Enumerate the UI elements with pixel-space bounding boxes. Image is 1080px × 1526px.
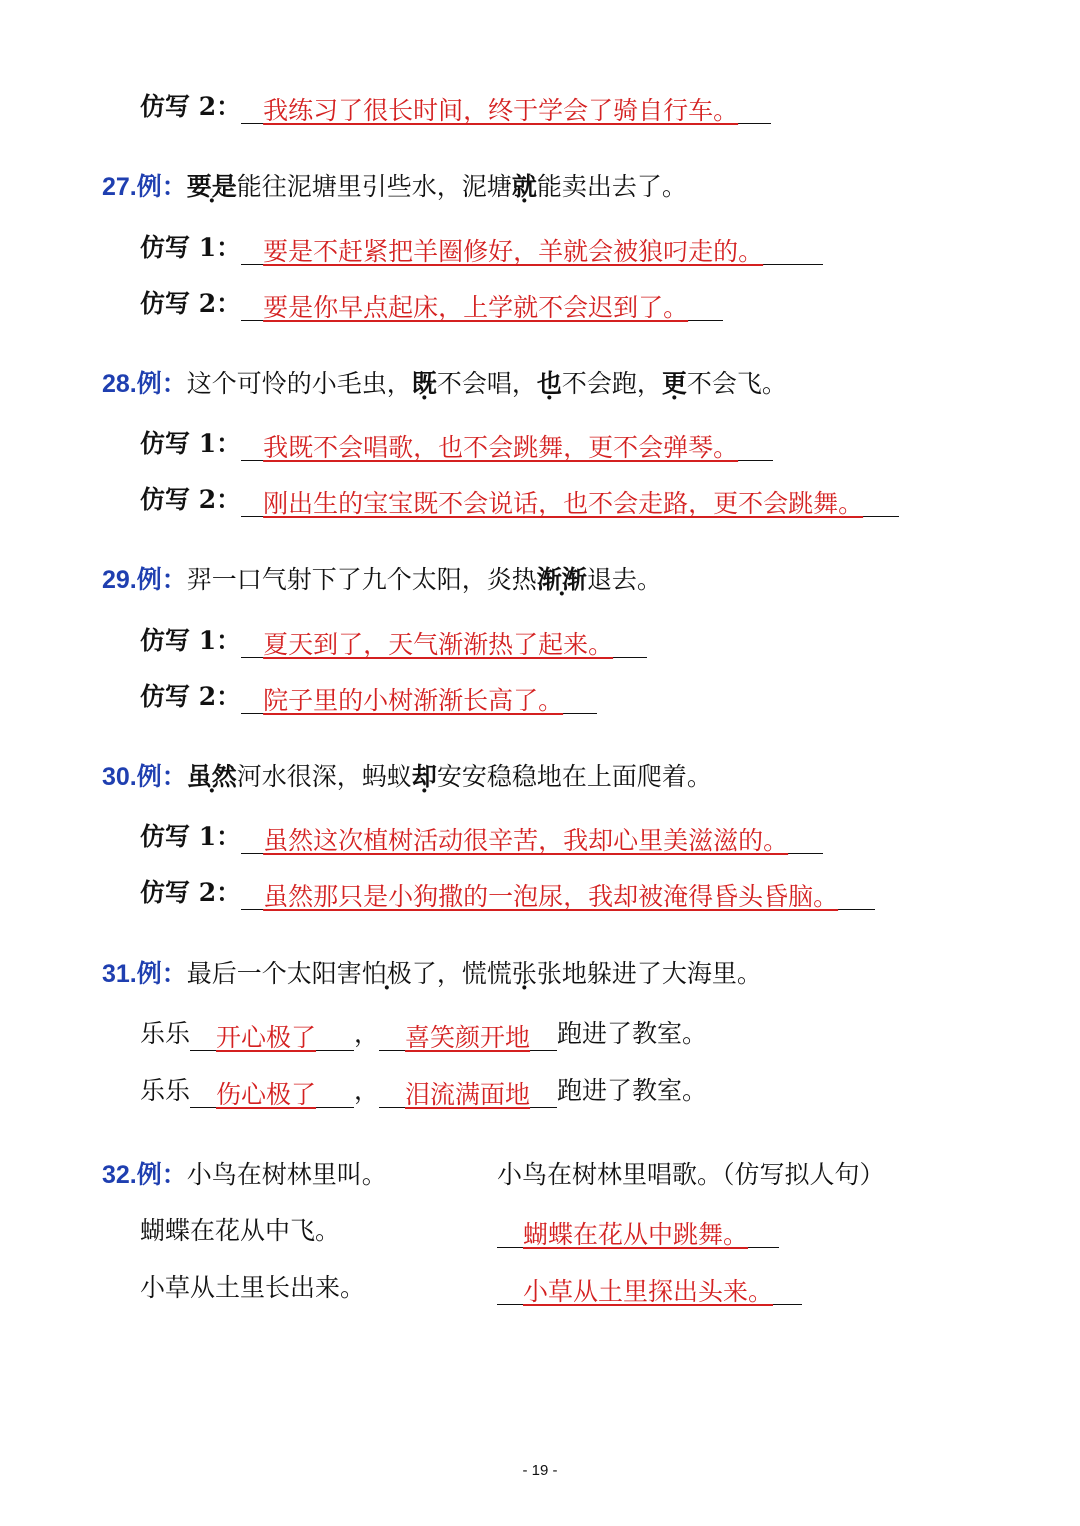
answer-text: 泪流满面地 bbox=[405, 1080, 531, 1109]
answer-blank[interactable] bbox=[241, 824, 823, 854]
item-number: 30. bbox=[102, 763, 137, 791]
imitation-label: 仿写 1： bbox=[140, 626, 242, 655]
answer-blank[interactable] bbox=[379, 1078, 557, 1108]
imitation-label: 仿写 1： bbox=[140, 822, 242, 851]
keyword: 更 bbox=[661, 369, 687, 398]
imitation-label: 仿写 1： bbox=[140, 233, 242, 262]
imitation-label: 仿写 2： bbox=[140, 92, 242, 121]
answer-text: 我练习了很长时间，终于学会了骑自行车。 bbox=[263, 96, 739, 125]
answer-blank[interactable] bbox=[241, 235, 823, 265]
answer-text: 要是你早点起床，上学就不会迟到了。 bbox=[263, 293, 689, 322]
keyword: 要是 bbox=[186, 172, 237, 201]
example-label: 例： bbox=[136, 1160, 187, 1189]
comma: ， bbox=[354, 1076, 380, 1105]
example-label: 例： bbox=[136, 369, 187, 398]
answer-blank[interactable] bbox=[379, 1021, 557, 1051]
answer-text: 小草从土里探出头来。 bbox=[523, 1277, 774, 1306]
item-30-imitation-2 bbox=[140, 876, 875, 910]
example-text: 能卖出去了。 bbox=[536, 172, 687, 201]
answer-text: 刚出生的宝宝既不会说话，也不会走路，更不会跳舞。 bbox=[263, 489, 864, 518]
example-label: 例： bbox=[136, 762, 187, 791]
example-text: 躲进了大海里。 bbox=[586, 959, 762, 988]
item-32-answer-2 bbox=[497, 1271, 802, 1305]
answer-text: 蝴蝶在花从中跳舞。 bbox=[523, 1220, 749, 1249]
answer-blank[interactable] bbox=[241, 94, 771, 124]
example-text: 不会跑， bbox=[561, 369, 662, 398]
example-label: 例： bbox=[136, 172, 187, 201]
item-32-answer-1 bbox=[497, 1214, 779, 1248]
answer-blank[interactable] bbox=[241, 880, 875, 910]
item-32-question-2 bbox=[140, 1271, 365, 1305]
item-32-example-right bbox=[497, 1158, 885, 1192]
item-29-imitation-1 bbox=[140, 624, 647, 658]
answer-blank[interactable] bbox=[241, 684, 597, 714]
sentence-prefix: 乐乐 bbox=[140, 1076, 191, 1105]
item-number: 31. bbox=[102, 960, 137, 988]
imitation-label: 仿写 1： bbox=[140, 429, 242, 458]
example-text: 河水很深，蚂蚁 bbox=[236, 762, 412, 791]
keyword: 也 bbox=[536, 369, 562, 398]
sentence-suffix: 跑进了教室。 bbox=[557, 1019, 708, 1048]
item-29-example bbox=[102, 563, 662, 597]
comma: ， bbox=[354, 1019, 380, 1048]
example-label: 例： bbox=[136, 565, 187, 594]
answer-text: 虽然那只是小狗撒的一泡尿，我却被淹得昏头昏脑。 bbox=[263, 882, 839, 911]
example-label: 例： bbox=[136, 959, 187, 988]
dotted-phrase: 慌慌张张地 · bbox=[462, 959, 587, 988]
question-text: 蝴蝶在花从中飞。 bbox=[140, 1216, 341, 1245]
item-32-example bbox=[102, 1158, 387, 1192]
item-number: 28. bbox=[102, 370, 137, 398]
keyword: 既 bbox=[411, 369, 437, 398]
answer-text: 喜笑颜开地 bbox=[405, 1023, 531, 1052]
page-number: - 19 - bbox=[522, 1462, 558, 1479]
imitation-label: 仿写 2： bbox=[140, 289, 242, 318]
sentence-suffix: 跑进了教室。 bbox=[557, 1076, 708, 1105]
imitation-label: 仿写 2： bbox=[140, 878, 242, 907]
answer-blank[interactable] bbox=[190, 1078, 354, 1108]
dotted-phrase: 害怕极了 bbox=[336, 959, 437, 988]
example-text: 羿一口气射下了九个太阳，炎热 bbox=[186, 565, 537, 594]
question-text: 小草从土里长出来。 bbox=[140, 1273, 366, 1302]
example-text: 不会唱， bbox=[436, 369, 537, 398]
item-29-imitation-2 bbox=[140, 680, 597, 714]
item-28-imitation-2 bbox=[140, 483, 899, 517]
item-27-imitation-2 bbox=[140, 287, 723, 321]
item-30-example bbox=[102, 760, 712, 794]
answer-text: 我既不会唱歌，也不会跳舞，更不会弹琴。 bbox=[263, 433, 739, 462]
answer-blank[interactable] bbox=[241, 628, 647, 658]
example-text: 能往泥塘里引些水，泥塘 bbox=[236, 172, 512, 201]
answer-blank[interactable] bbox=[241, 487, 899, 517]
item-26-imitation-2 bbox=[140, 90, 771, 124]
example-text: 小鸟在树林里唱歌。（仿写拟人句） bbox=[497, 1160, 885, 1189]
example-text: 小鸟在树林里叫。 bbox=[186, 1160, 387, 1189]
imitation-label: 仿写 2： bbox=[140, 682, 242, 711]
answer-text: 虽然这次植树活动很辛苦，我却心里美滋滋的。 bbox=[263, 826, 789, 855]
item-27-example bbox=[102, 170, 687, 204]
item-28-example bbox=[102, 367, 787, 401]
item-31-answer-2 bbox=[140, 1074, 707, 1108]
example-text: 退去。 bbox=[586, 565, 662, 594]
example-text: ， bbox=[436, 959, 462, 988]
item-31-example bbox=[102, 957, 762, 991]
answer-text: 开心极了 bbox=[216, 1023, 317, 1052]
keyword: 却 bbox=[411, 762, 437, 791]
answer-text: 院子里的小树渐渐长高了。 bbox=[263, 686, 564, 715]
item-27-imitation-1 bbox=[140, 231, 823, 265]
item-28-imitation-1 bbox=[140, 427, 773, 461]
sentence-prefix: 乐乐 bbox=[140, 1019, 191, 1048]
keyword: 渐渐 bbox=[536, 565, 587, 594]
item-number: 32. bbox=[102, 1161, 137, 1189]
example-text: 安安稳稳地在上面爬着。 bbox=[436, 762, 712, 791]
answer-blank[interactable] bbox=[497, 1275, 802, 1305]
answer-blank[interactable] bbox=[241, 291, 723, 321]
keyword: 就 bbox=[511, 172, 537, 201]
example-text: 最后一个太阳 bbox=[186, 959, 337, 988]
item-30-imitation-1 bbox=[140, 820, 823, 854]
answer-text: 伤心极了 bbox=[216, 1080, 317, 1109]
answer-blank[interactable] bbox=[190, 1021, 354, 1051]
item-31-answer-1 bbox=[140, 1017, 707, 1051]
keyword: 虽然 bbox=[186, 762, 237, 791]
example-text: 不会飞。 bbox=[686, 369, 787, 398]
imitation-label: 仿写 2： bbox=[140, 485, 242, 514]
item-32-question-1 bbox=[140, 1214, 340, 1248]
answer-blank[interactable] bbox=[241, 431, 773, 461]
item-number: 29. bbox=[102, 566, 137, 594]
item-number: 27. bbox=[102, 173, 137, 201]
example-text: 这个可怜的小毛虫， bbox=[186, 369, 412, 398]
answer-blank[interactable] bbox=[497, 1218, 779, 1248]
answer-text: 夏天到了，天气渐渐热了起来。 bbox=[263, 630, 614, 659]
answer-text: 要是不赶紧把羊圈修好，羊就会被狼叼走的。 bbox=[263, 237, 764, 266]
